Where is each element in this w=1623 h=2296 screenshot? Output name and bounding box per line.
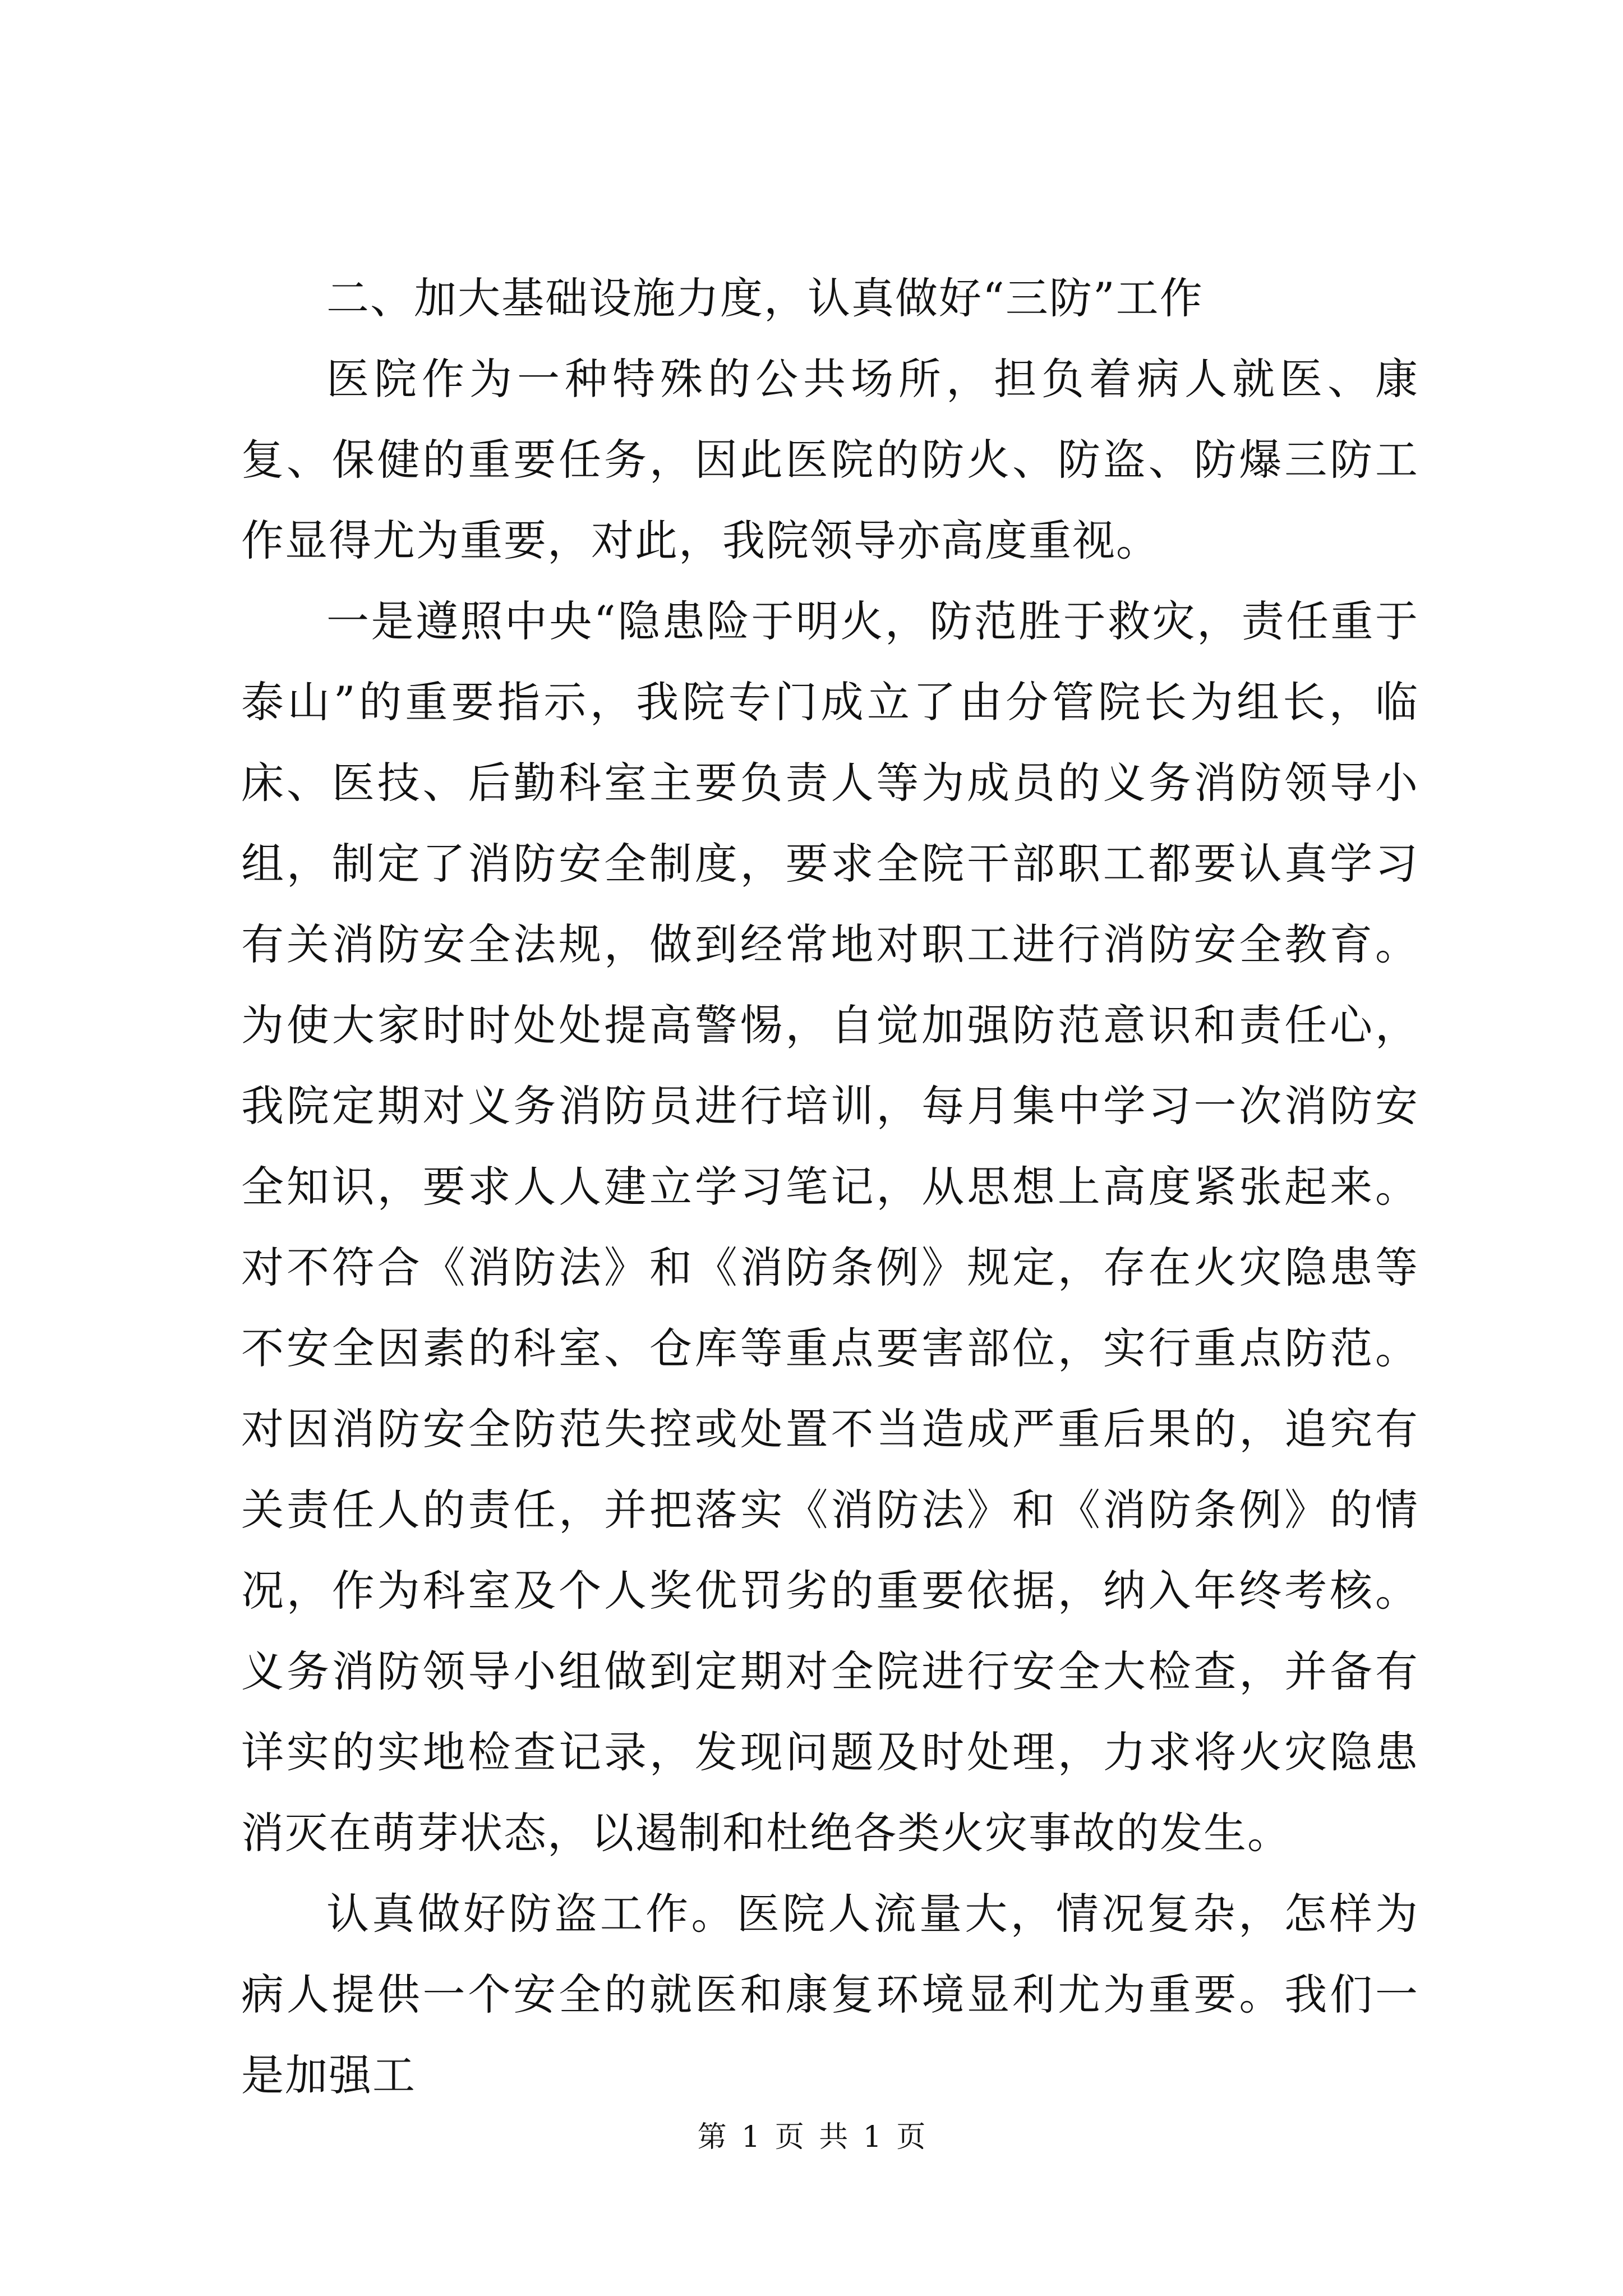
page-footer: 第 1 页 共 1 页 <box>697 2120 926 2154</box>
paragraph-fire-prevention: 一是遵照中央“隐患险于明火，防范胜于救灾，责任重于泰山”的重要指示，我院专门成立了由分管院长为组长，临床、医技、后勤科室主要负责人等为成员的义务消防领导小组，制定了消防安全制度，要求全院干部职工都要认真学习有关消防安全法规，做到经常地对职工进行消防安全教育。为使大家时时处处提高警惕，自觉加强防范意识和责任心，我院定期对义务消防员进行培训，每月集中学习一次消防安全知识，要求人人建立学习笔记，从思想上高度紧张起来。对不符合《消防法》和《消防条例》规定，存在火灾隐患等不安全因素的科室、仓库等重点要害部位，实行重点防范。对因消防安全防范失控或处置不当造成严重后果的，追究有关责任人的责任，并把落实《消防法》和《消防条例》的情况，作为科室及个人奖优罚劣的重要依据，纳入年终考核。义务消防领导小组做到定期对全院进行安全大检查，并备有详实的实地检查记录，发现问题及时处理，力求将火灾隐患消灭在萌芽状态，以遏制和杜绝各类火灾事故的发生。 <box>241 596 1419 1858</box>
section-heading: 二、加大基础设施力度，认真做好“三防”工作 <box>326 273 1204 323</box>
paragraph-intro: 医院作为一种特殊的公共场所，担负着病人就医、康复、保健的重要任务，因此医院的防火、防盗、防爆三防工作显得尤为重要，对此，我院领导亦高度重视。 <box>241 354 1419 565</box>
document-body <box>241 258 1419 2116</box>
paragraph-theft-prevention: 认真做好防盗工作。医院人流量大，情况复杂，怎样为病人提供一个安全的就医和康复环境显利尤为重要。我们一是加强工 <box>241 1889 1419 2100</box>
